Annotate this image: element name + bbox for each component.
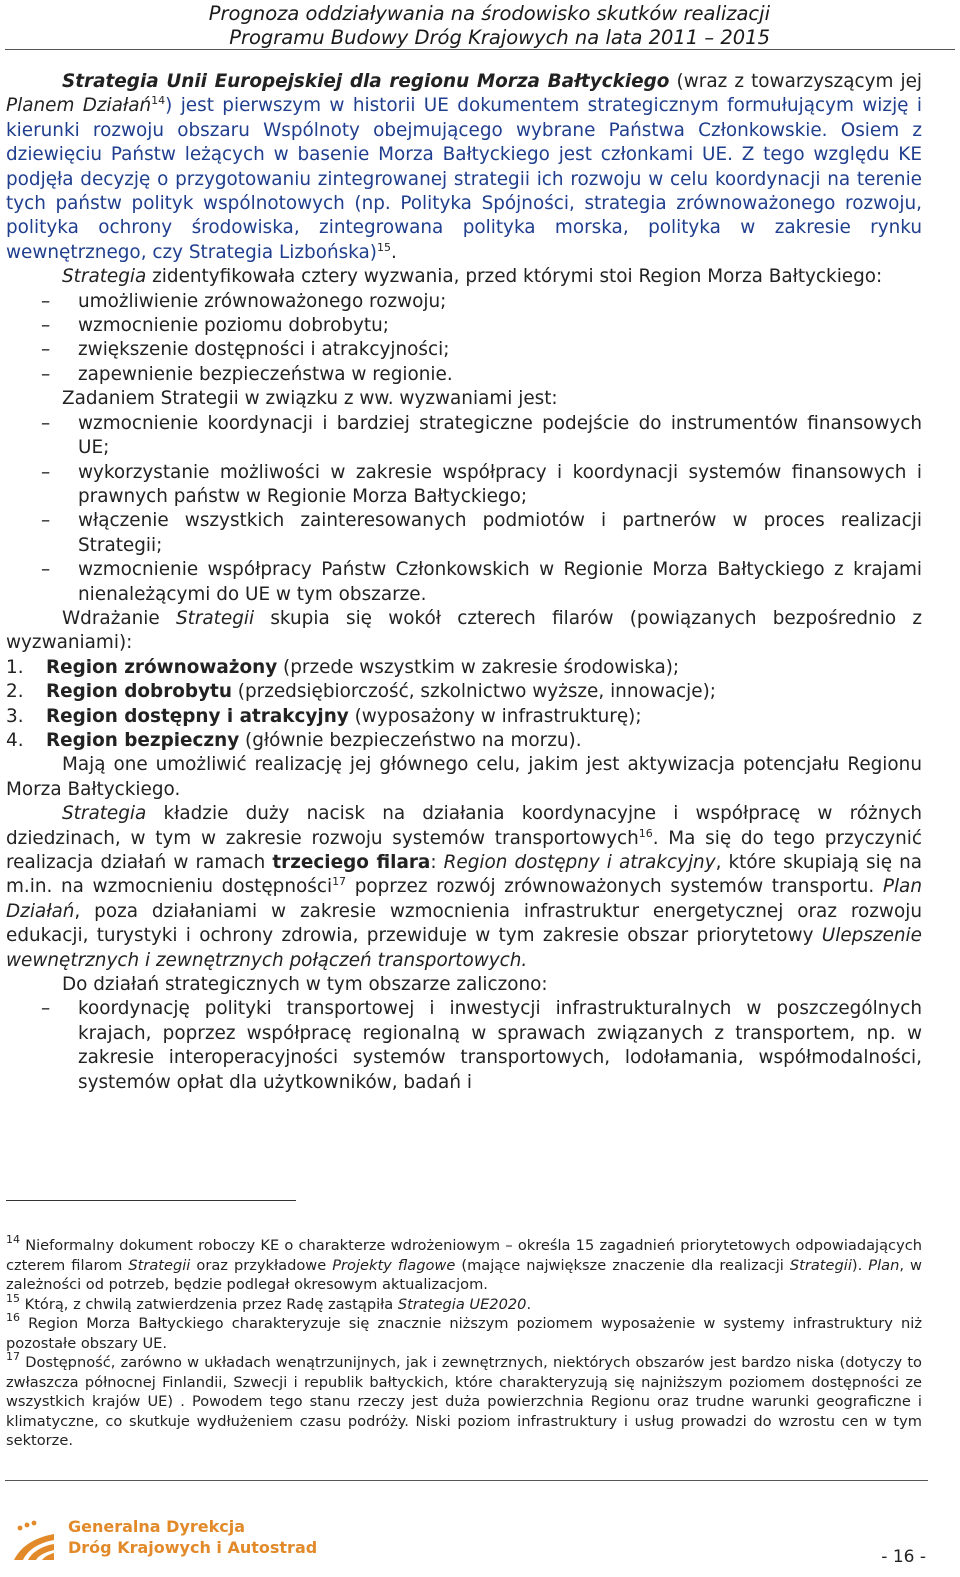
list-item: – wzmocnienie współpracy Państw Członkowskich w Regionie Morza Bałtyckiego z krajami nienależącymi do UE w tym obszarze. <box>41 559 922 605</box>
list-item: – zapewnienie bezpieczeństwa w regionie. <box>41 363 453 385</box>
list-item: – wzmocnienie poziomu dobrobytu; <box>41 315 389 337</box>
footnote-16: $^{16}$ Region Morza Bałtyckiego charakteryzuje się znacznie niższym poziomem wyposażenie w systemy infrastruktury niż pozostałe obszary UE. <box>6 1311 922 1352</box>
list-item: 4. Region bezpieczny (głównie bezpieczeństwo na morzu). <box>6 729 582 751</box>
gddkia-logo-icon <box>10 1516 56 1562</box>
footer-divider <box>5 1480 928 1481</box>
main-text <box>6 70 922 1095</box>
list-item: – wykorzystanie możliwości w zakresie współpracy i koordynacji systemów finansowych i prawnych państw w Regionie Morza Bałtyckiego; <box>41 461 922 507</box>
footnote-14: $^{14}$ Nieformalny dokument roboczy KE o charakterze wdrożeniowym – określa 15 zagadnień priorytetowych odpowiadających czterem filarom Strategii oraz przykładowe Projekty flagowe (mające największe znaczenie dla realizacji Strategii). Plan, w zależności od potrzeb, będzie podlegał okresowym aktualizacjom. <box>6 1233 922 1293</box>
footnote-15: $^{15}$ Którą, z chwilą zatwierdzenia przez Radę zastąpiła Strategia UE2020. <box>6 1291 532 1313</box>
footnote-divider <box>6 1200 296 1201</box>
footnote-ref-17[interactable]: 17 <box>332 875 347 889</box>
paragraph-challenges: Strategia zidentyfikowała cztery wyzwania, przed którymi stoi Region Morza Bałtyckiego: <box>62 266 883 288</box>
footnote-ref-15[interactable]: 15 <box>376 240 391 254</box>
list-item: – umożliwienie zrównoważonego rozwoju; <box>41 290 447 312</box>
list-item: 2. Region dobrobytu (przedsiębiorczość, szkolnictwo wyższe, innowacje); <box>6 681 716 703</box>
list-item: 1. Region zrównoważony (przede wszystkim w zakresie środowiska); <box>6 656 680 678</box>
footnote-17: $^{17}$ Dostępność, zarówno w układach wenątrzunijnych, jak i zewnętrznych, niektórych obszarów jest bardzo niska (dotyczy to zwłaszcza północnej Finlandii, Szwecji i republik bałtyckich, które charakteryzują się najniższym poziomem dostępności ze wszystkich krajów UE) . Powodem tego stanu rzeczy jest duża powierzchnia Regionu oraz trudne warunki geograficzne i klimatyczne, co skutkuje wydłużeniem czasu podróży. Niski poziom infrastruktury i usług prowadzi do wzrostu cen w tym sektorze. <box>6 1350 922 1449</box>
pillars-list <box>6 656 922 754</box>
footnotes <box>6 1233 922 1451</box>
tasks-list <box>6 412 922 607</box>
actions-list <box>6 997 922 1095</box>
header-line-1: Prognoza oddziaływania na środowisko skutków realizacji <box>208 2 770 25</box>
header-divider <box>5 49 955 50</box>
challenges-list <box>6 290 922 388</box>
paragraph-strategy-intro: Strategia Unii Europejskiej dla regionu Morza Bałtyckiego (wraz z towarzyszącym jej Planem Działań$^{14}$) jest pierwszym w historii UE dokumentem strategicznym formułującym wizję i kierunki rozwoju obszaru Wspólnoty obejmującego wybrane Państwa Członkowskie. Osiem z dziewięciu Państw leżących w basenie Morza Bałtyckiego jest członkami UE. Z tego względu KE podjęła decyzję o przygotowaniu zintegrowanej strategii ich rozwoju w celu koordynacji na terenie tych państw polityk wspólnotowych (np. Polityka Spójności, strategia zrównoważonego rozwoju, polityka ochrony środowiska, zintegrowana polityka morska, polityka w zakresie rynku wewnętrznego, czy Strategia Lizbońska)$^{15}$. <box>6 71 923 263</box>
paragraph-goal: Mają one umożliwić realizację jej głównego celu, jakim jest aktywizacja potencjału Regionu Morza Bałtyckiego. <box>6 754 922 800</box>
paragraph-actions: Do działań strategicznych w tym obszarze zaliczono: <box>62 974 548 996</box>
list-item: – koordynację polityki transportowej i inwestycji infrastrukturalnych w poszczególnych krajach, poprzez współpracę regionalną w sprawach związanych z transportem, np. w zakresie interoperacyjności systemów transportowych, lodołamania, współmodalności, systemów opłat dla użytkowników, badań i <box>41 998 922 1093</box>
list-item: – włączenie wszystkich zainteresowanych podmiotów i partnerów w proces realizacji Strategii; <box>41 510 922 556</box>
paragraph-pillars: Wdrażanie Strategii skupia się wokół czterech filarów (powiązanych bezpośrednio z wyzwaniami): <box>6 607 922 654</box>
logo-text: Generalna Dyrekcja Dróg Krajowych i Autostrad <box>68 1517 318 1557</box>
paragraph-transport: Strategia kładzie duży nacisk na działania koordynacyjne i współpracę w różnych dziedzinach, w tym w zakresie rozwoju systemów transportowych$^{16}$. Ma się do tego przyczynić realizacja działań w ramach trzeciego filara: Region dostępny i atrakcyjny, które skupiają się na m.in. na wzmocnieniu dostępności$^{17}$ poprzez rozwój zrównoważonych systemów transportu. Plan Działań, poza działaniami w zakresie wzmocnienia infrastruktur energetycznej oraz rozwoju edukacji, turystyki i ochrony zdrowia, przewiduje w tym zakresie obszar priorytetowy Ulepszenie wewnętrznych i zewnętrznych połączeń transportowych. <box>6 803 923 971</box>
page-number: - 16 - <box>881 1547 926 1567</box>
paragraph-tasks: Zadaniem Strategii w związku z ww. wyzwaniami jest: <box>62 388 558 410</box>
list-item: – zwiększenie dostępności i atrakcyjności; <box>41 339 450 361</box>
list-item: – wzmocnienie koordynacji i bardziej strategiczne podejście do instrumentów finansowych UE; <box>41 412 922 459</box>
strategy-title: Strategia Unii Europejskiej dla regionu Morza Bałtyckiego <box>62 71 670 92</box>
footnote-ref-16[interactable]: 16 <box>638 826 653 840</box>
footnote-ref-14[interactable]: 14 <box>151 94 166 108</box>
header-line-2: Programu Budowy Dróg Krajowych na lata 2011 – 2015 <box>229 26 770 49</box>
list-item: 3. Region dostępny i atrakcyjny (wyposażony w infrastrukturę); <box>6 705 642 727</box>
running-header <box>209 2 770 50</box>
